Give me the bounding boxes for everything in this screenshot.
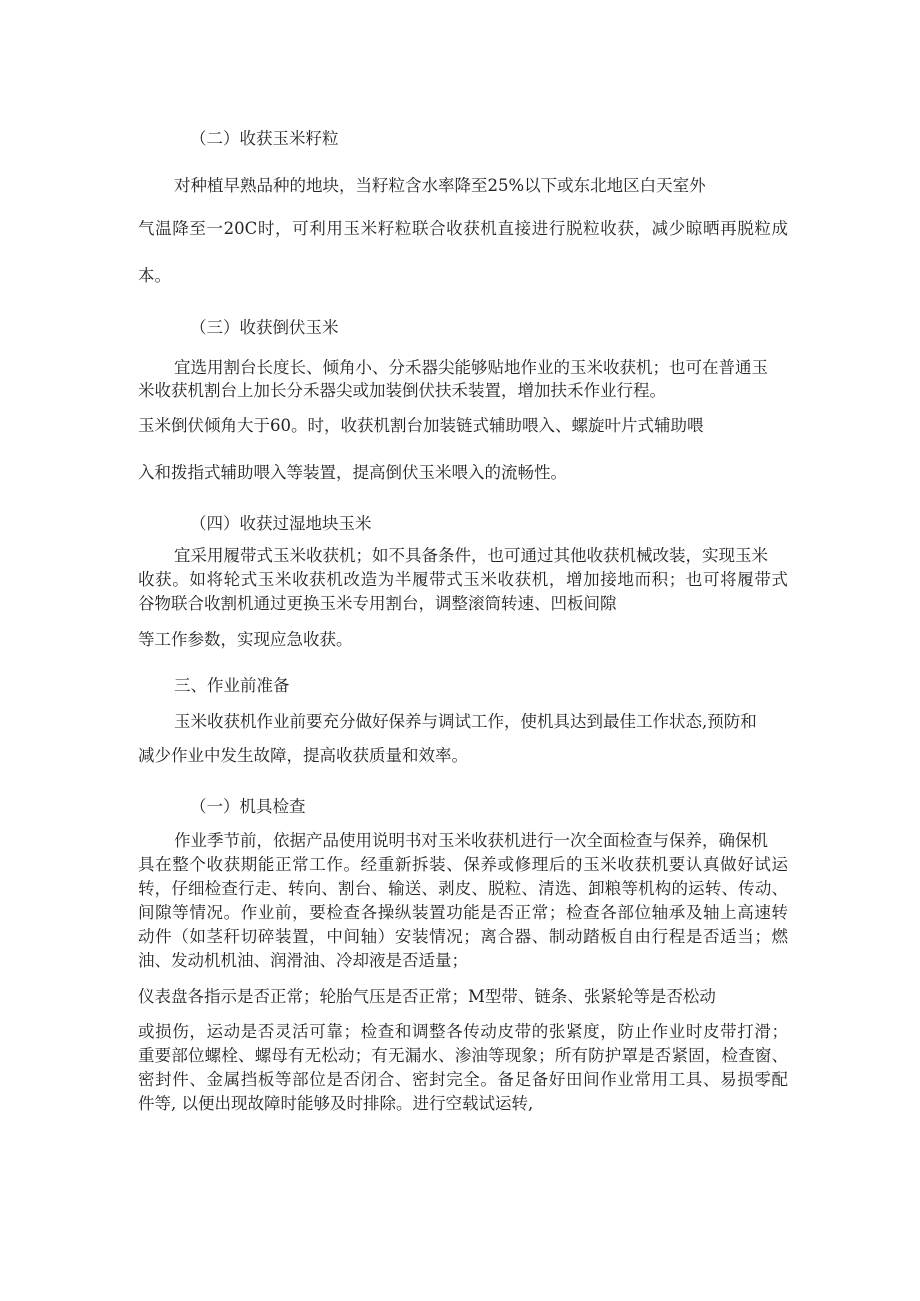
paragraph-line: 转，仔细检查行走、转向、割台、输送、剥皮、脱粒、清选、卸粮等机构的运转、传动、 (138, 879, 788, 898)
paragraph-line: 油、发动机机油、润滑油、冷却液是否适量； (138, 951, 468, 970)
paragraph-line: 具在整个收获期能正常工作。经重新拆装、保养或修理后的玉米收获机要认真做好试运 (138, 855, 788, 874)
paragraph-line: 仪表盘各指示是否正常；轮胎气压是否正常；M型带、链条、张紧轮等是否松动 (138, 987, 716, 1006)
paragraph-line: 重要部位螺栓、螺母有无松动；有无漏水、渗油等现象；所有防护罩是否紧固，检查窗、 (138, 1046, 788, 1065)
section-heading-wet-field-corn: （四）收获过湿地块玉米 (190, 514, 372, 533)
paragraph-line: 宜采用履带式玉米收获机；如不具备条件，也可通过其他收获机械改装，实现玉米 (174, 546, 768, 565)
paragraph-line: 收获。如将轮式玉米收获机改造为半履带式玉米收获机，增加接地而积；也可将履带式 (138, 570, 788, 589)
paragraph-line: 本。 (138, 266, 171, 285)
paragraph-line: 宜选用割台长度长、倾角小、分禾器尖能够贴地作业的玉米收获机；也可在普通玉 (174, 358, 768, 377)
section-heading-lodged-corn: （三）收获倒伏玉米 (190, 318, 339, 337)
paragraph-line: 米收获机割台上加长分禾器尖或加装倒伏扶禾装置，增加扶禾作业行程。 (138, 381, 666, 400)
paragraph-line: 作业季节前，依据产品使用说明书对玉米收获机进行一次全面检查与保养，确保机 (174, 831, 768, 850)
paragraph-line: 气温降至一20C时，可利用玉米籽粒联合收获机直接进行脱粒收获，减少晾晒再脱粒成 (138, 219, 788, 238)
paragraph-line: 间隙等情况。作业前，要检查各操纵装置功能是否正常；检查各部位轴承及轴上高速转 (138, 903, 788, 922)
paragraph-line: 入和拨指式辅助喂入等装置，提高倒伏玉米喂入的流畅性。 (138, 463, 567, 482)
paragraph-line: 对种植早熟品种的地块，当籽粒含水率降至25%以下或东北地区白天室外 (174, 176, 706, 195)
paragraph-line: 密封件、金属挡板等部位是否闭合、密封完全。备足备好田间作业常用工具、易损零配 (138, 1070, 788, 1089)
paragraph-line: 等工作参数，实现应急收获。 (138, 630, 353, 649)
paragraph-line: 动件（如茎秆切碎装置，中间轴）安装情况；离合器、制动踏板自由行程是否适当；燃 (138, 927, 788, 946)
paragraph-line: 件等, 以便出现故障时能够及时排除。进行空载试运转, (138, 1094, 534, 1113)
section-heading-machine-check: （一）机具检查 (190, 797, 306, 816)
paragraph-line: 玉米收获机作业前要充分做好保养与调试工作，使机具达到最佳工作状态,预防和 (174, 712, 757, 731)
paragraph-line: 减少作业中发生故障，提高收获质量和效率。 (138, 746, 468, 765)
section-heading-harvest-kernels: （二）收获玉米籽粒 (190, 129, 339, 148)
paragraph-line: 或损伤，运动是否灵活可靠；检查和调整各传动皮带的张紧度，防止作业时皮带打滑； (138, 1022, 788, 1041)
paragraph-line: 谷物联合收割机通过更换玉米专用割台，调整滚筒转速、凹板间隙 (138, 594, 617, 613)
chapter-heading-pre-operation: 三、作业前准备 (174, 676, 290, 695)
paragraph-line: 玉米倒伏倾角大于60。时，收获机割台加装链式辅助喂入、螺旋叶片式辅助喂 (138, 416, 704, 435)
